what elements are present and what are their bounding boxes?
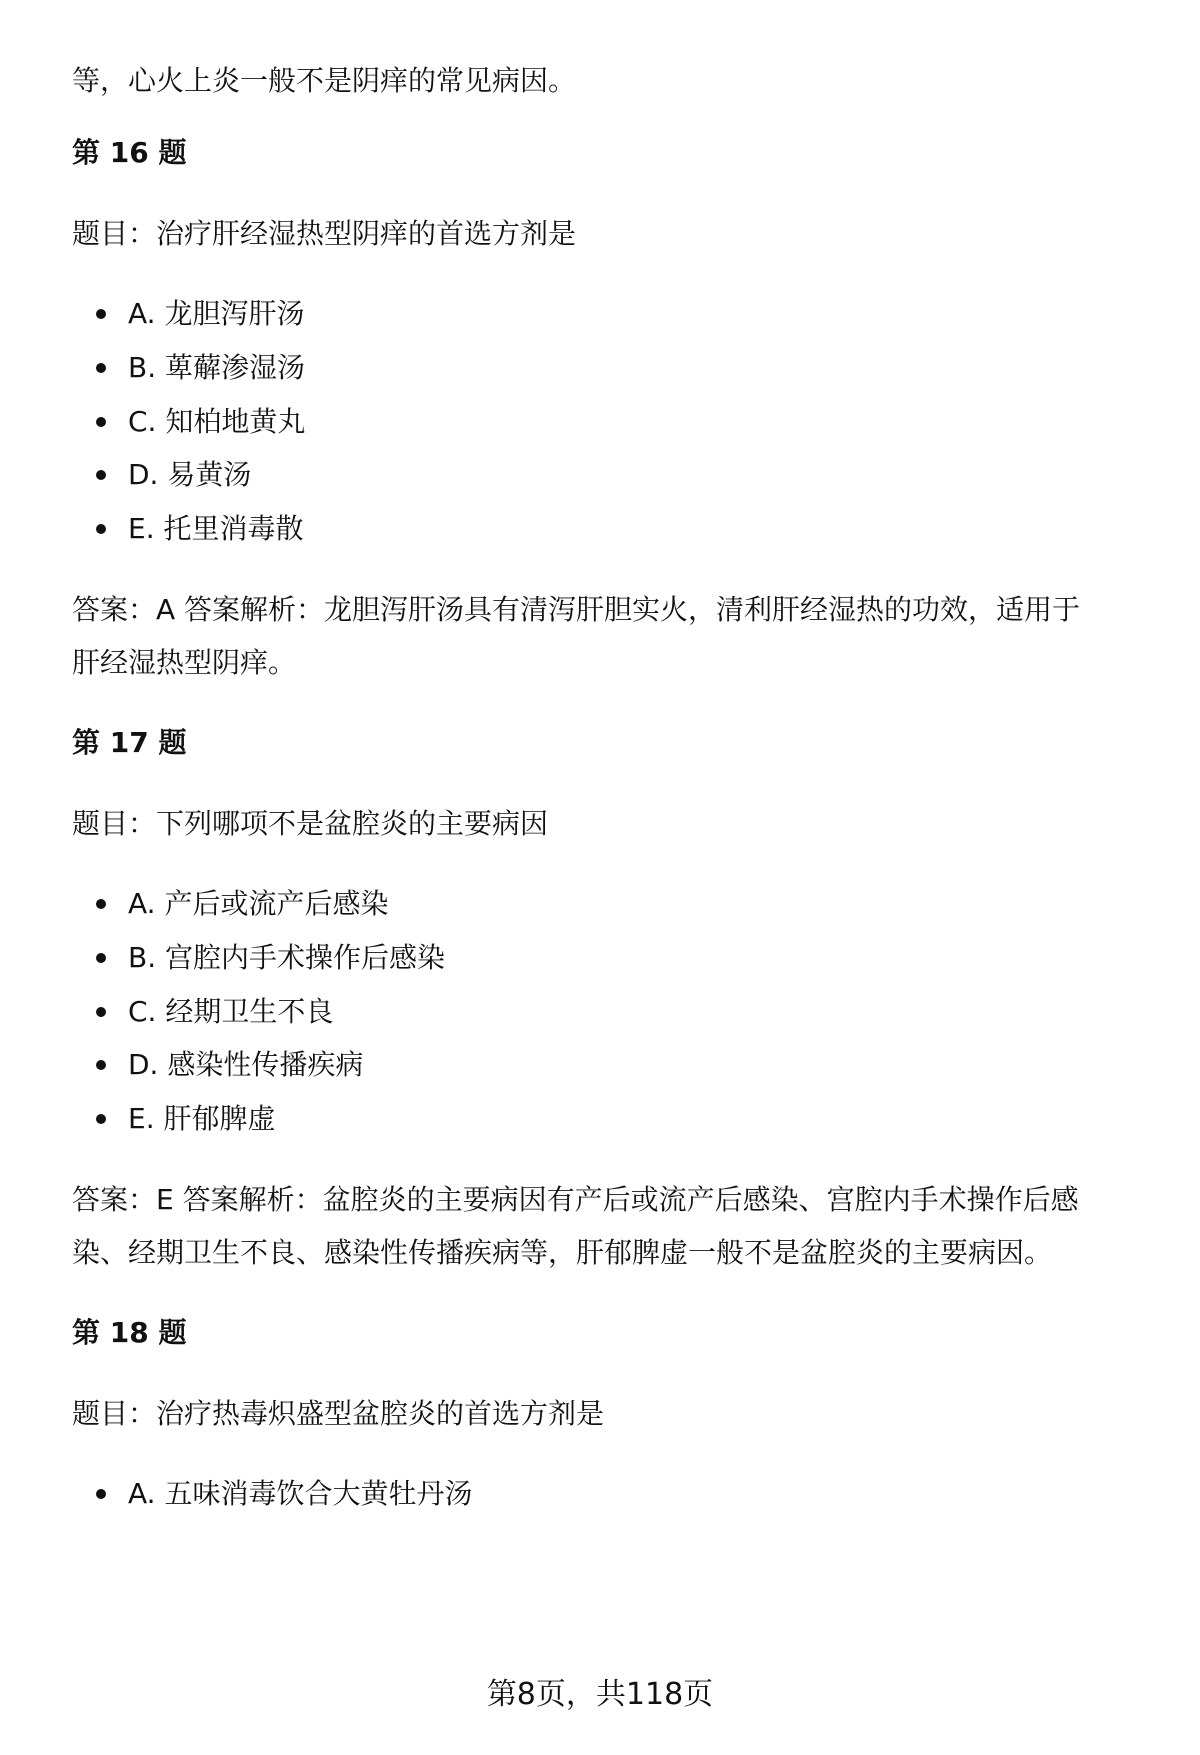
question-16-option-d: D. 易黄汤 (128, 458, 252, 491)
question-18-option-a: A. 五味消毒饮合大黄牡丹汤 (128, 1477, 473, 1510)
bullet-icon (96, 524, 106, 534)
question-16-option-a: A. 龙胆泻肝汤 (128, 297, 305, 330)
question-17-option-c: C. 经期卫生不良 (128, 995, 334, 1028)
question-17-answer-line-1: 答案：E 答案解析：盆腔炎的主要病因有产后或流产后感染、宫腔内手术操作后感 (72, 1183, 1079, 1216)
question-16-text: 题目：治疗肝经湿热型阴痒的首选方剂是 (72, 217, 577, 250)
question-17-option-e: E. 肝郁脾虚 (128, 1102, 276, 1135)
question-17-option-b: B. 宫腔内手术操作后感染 (128, 941, 446, 974)
intro-text: 等，心火上炎一般不是阴痒的常见病因。 (72, 64, 577, 97)
question-17-option-a: A. 产后或流产后感染 (128, 887, 389, 920)
bullet-icon (96, 309, 106, 319)
bullet-icon (96, 1007, 106, 1017)
bullet-icon (96, 953, 106, 963)
question-16-option-c: C. 知柏地黄丸 (128, 405, 306, 438)
question-18-text: 题目：治疗热毒炽盛型盆腔炎的首选方剂是 (72, 1397, 605, 1430)
question-18-heading: 第 18 题 (72, 1316, 187, 1349)
question-17-heading: 第 17 题 (72, 726, 187, 759)
bullet-icon (96, 899, 106, 909)
question-16-answer-line-1: 答案：A 答案解析：龙胆泻肝汤具有清泻肝胆实火，清利肝经湿热的功效，适用于 (72, 593, 1081, 626)
bullet-icon (96, 470, 106, 480)
question-16-option-e: E. 托里消毒散 (128, 512, 304, 545)
question-16-option-b: B. 萆薢渗湿汤 (128, 351, 306, 384)
question-16-answer-line-2: 肝经湿热型阴痒。 (72, 646, 297, 679)
bullet-icon (96, 1060, 106, 1070)
question-17-answer-line-2: 染、经期卫生不良、感染性传播疾病等，肝郁脾虚一般不是盆腔炎的主要病因。 (72, 1236, 1053, 1269)
bullet-icon (96, 363, 106, 373)
bullet-icon (96, 417, 106, 427)
bullet-icon (96, 1114, 106, 1124)
question-17-text: 题目：下列哪项不是盆腔炎的主要病因 (72, 807, 549, 840)
question-16-heading: 第 16 题 (72, 136, 187, 169)
question-17-option-d: D. 感染性传播疾病 (128, 1048, 364, 1081)
page-number-footer: 第8页，共118页 (486, 1677, 714, 1712)
bullet-icon (96, 1489, 106, 1499)
